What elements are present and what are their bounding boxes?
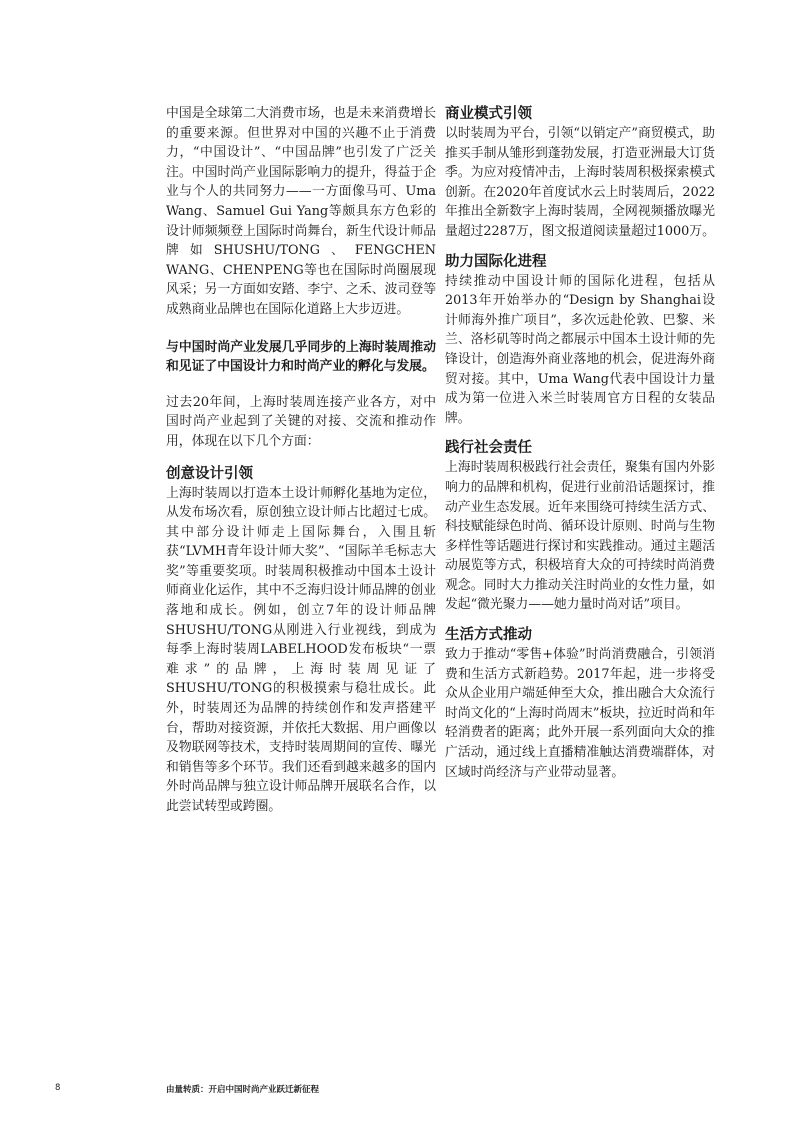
right-column bbox=[445, 104, 715, 789]
intro-paragraph: 中国是全球第二大消费市场，也是未来消费增长的重要来源。但世界对中国的兴趣不止于消费力，“中国设计”、“中国品牌”也引发了广泛关注。中国时尚产业国际影响力的提升，得益于企业与个人的共同努力——一方面像马可、Uma Wang、Samuel Gui Yang等颇具东方色彩的设计师频频登上国际时尚舞台，新生代设计师品牌如SHUSHU/TONG、FENGCHEN WANG、CHENPENG等也在国际时尚圈展现风采；另一方面如安踏、李宁、之禾、波司登等成熟商业品牌也在国际化道路上大步迈进。 bbox=[166, 106, 436, 317]
page-number: 8 bbox=[55, 1083, 61, 1093]
social-responsibility-body: 上海时装周积极践行社会责任，聚集有国内外影响力的品牌和机构，促进行业前沿话题探讨，推动产业生态发展。近年来围绕可持续生活方式、科技赋能绿色时尚、循环设计原则、时尚与生物多样性等话题进行探讨和实践推动。通过主题活动展览等方式，积极培育大众的可持续时尚消费观念。同时大力推动关注时尚业的女性力量，如发起“微光聚力——她力量时尚对话”项目。 bbox=[445, 460, 715, 613]
left-column bbox=[166, 104, 436, 817]
creative-design-body: 上海时装周以打造本土设计师孵化基地为定位，从发布场次看，原创独立设计师占比超过七成。其中部分设计师走上国际舞台，入围且斩获“LVMH青年设计师大奖”、“国际羊毛标志大奖”等重要奖项。时装周积极推动中国本土设计师商业化运作，其中不乏海归设计师品牌的创业落地和成长。例如，创立7年的设计师品牌SHUSHU/TONG从刚进入行业视线，到成为每季上海时装周LABELHOOD发布板块“一票难求”的品牌，上海时装周见证了SHUSHU/TONG的积极摸索与稳壮成长。此外，时装周还为品牌的持续创作和发声搭建平台，帮助对接资源，并依托大数据、用户画像以及物联网等技术，支持时装周期间的宣传、曝光和销售等多个环节。我们还看到越来越多的国内外时尚品牌与独立设计师品牌开展联名合作，以此尝试转型或跨圈。 bbox=[166, 485, 436, 814]
lifestyle-body: 致力于推动“零售+体验”时尚消费融合，引领消费和生活方式新趋势。2017年起，进一步将受众从企业用户端延伸至大众，推出融合大众流行时尚文化的“上海时尚周末”板块，拉近时尚和年轻消费者的距离；此外开展一系列面向大众的推广活动，通过线上直播精准触达消费端群体，对区域时尚经济与产业带动显著。 bbox=[445, 647, 715, 780]
business-model-body: 以时装周为平台，引领“以销定产”商贸模式，助推买手制从雏形到蓬勃发展，打造亚洲最大订货季。为应对疫情冲击，上海时装周积极探索模式创新。在2020年首度试水云上时装周后，2022年推出全新数字上海时装周，全网视频播放曝光量超过2287万，图文报道阅读量超过1000万。 bbox=[445, 126, 715, 239]
business-model-heading: 商业模式引领 bbox=[445, 105, 532, 122]
internationalization-body: 持续推动中国设计师的国际化进程，包括从2013年开始举办的“Design by Shanghai设计师海外推广项目”，多次远赴伦敦、巴黎、米兰、洛杉矶等时尚之都展示中国本土设计师的先锋设计，创造海外商业落地的机会，促进海外商贸对接。其中，Uma Wang代表中国设计力量成为第一位进入米兰时装周官方日程的女装品牌。 bbox=[445, 273, 715, 426]
lifestyle-heading: 生活方式推动 bbox=[445, 626, 532, 644]
creative-design-heading: 创意设计引领 bbox=[166, 464, 253, 482]
page-footer bbox=[0, 1083, 793, 1099]
social-responsibility-heading: 践行社会责任 bbox=[445, 439, 532, 457]
internationalization-heading: 助力国际化进程 bbox=[445, 252, 547, 270]
lead-statement: 与中国时尚产业发展几乎同步的上海时装周推动和见证了中国设计力和时尚产业的孵化与发展。 bbox=[166, 339, 436, 375]
running-title: 由量转质：开启中国时尚产业跃迁新征程 bbox=[166, 1085, 320, 1095]
overview-paragraph: 过去20年间，上海时装周连接产业各方，对中国时尚产业起到了关键的对接、交流和推动作用，体现在以下几个方面： bbox=[166, 394, 436, 449]
